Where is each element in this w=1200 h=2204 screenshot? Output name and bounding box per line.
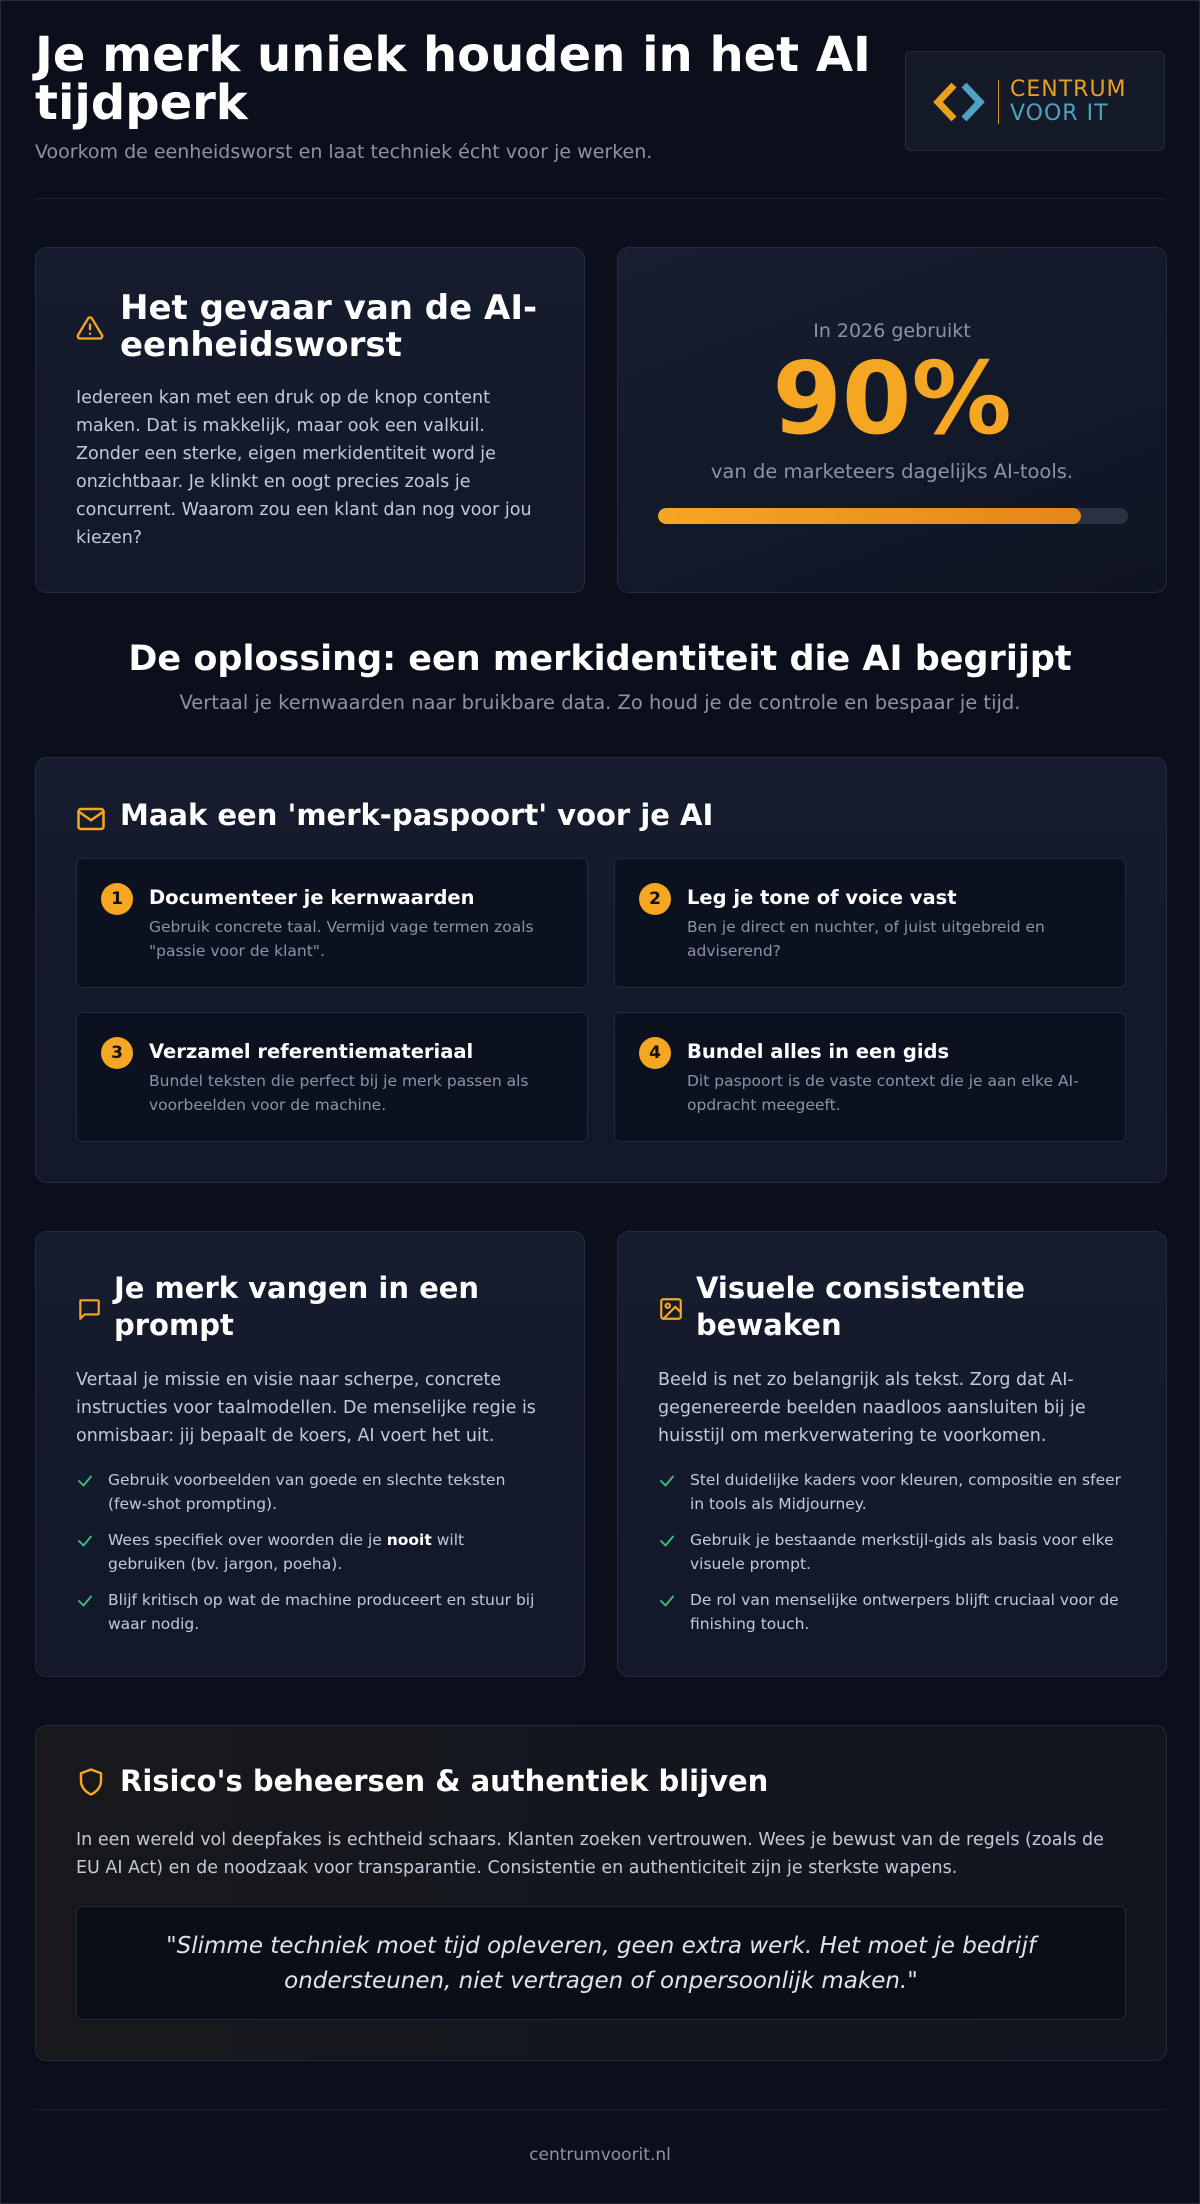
list-item (658, 1468, 1128, 1516)
visual-title: Visuele consistentie bewaken (696, 1271, 1026, 1342)
prompt-title: Je merk vangen in een prompt (114, 1271, 480, 1342)
warning-triangle-icon (76, 314, 104, 342)
list-item (76, 1528, 546, 1576)
stat-card (617, 247, 1167, 593)
step-text: Gebruik concrete taal. Vermijd vage termen zoals "passie voor de klant". (149, 918, 534, 960)
prompt-checklist (76, 1468, 546, 1648)
check-icon (76, 1592, 94, 1610)
chevron-right-icon (960, 81, 986, 123)
shield-icon (76, 1766, 106, 1798)
prompt-card (35, 1231, 585, 1677)
list-item (658, 1588, 1128, 1636)
prompt-text: Vertaal je missie en visie naar scherpe, concrete instructies voor taalmodellen. De menselijke regie is onmisbaar: jij bepaalt de koers, AI voert het uit. (76, 1370, 536, 1446)
image-icon (658, 1296, 684, 1322)
check-icon (658, 1592, 676, 1610)
step-number: 2 (639, 883, 671, 915)
progress-bar-fill (658, 508, 1081, 524)
footer-link[interactable]: centrumvoorit.nl (529, 2145, 671, 2165)
logo-text-line2: VOOR IT (1010, 101, 1109, 126)
quote-box (76, 1906, 1126, 2020)
logo-text-line1: CENTRUM (1010, 77, 1127, 102)
check-icon (658, 1472, 676, 1490)
footer-divider (35, 2109, 1165, 2110)
solution-title: De oplossing: een merkidentiteit die AI begrijpt (128, 639, 1072, 679)
risk-text: In een wereld vol deepfakes is echtheid schaars. Klanten zoeken vertrouwen. Wees je bewust van de regels (zoals de EU AI Act) en de noodzaak voor transparantie. Consistentie en authenticiteit zijn je sterkste wapens. (76, 1830, 1104, 1878)
solution-subtitle: Vertaal je kernwaarden naar bruikbare data. Zo houd je de controle en bespaar je tijd. (179, 691, 1021, 714)
list-item-text-pre: Wees specifiek over woorden die je (108, 1531, 387, 1549)
list-item-text: Blijf kritisch op wat de machine produceert en stuur bij waar nodig. (108, 1591, 535, 1633)
chat-bubble-icon (76, 1296, 102, 1322)
step-card (76, 1012, 588, 1142)
page-title: Je merk uniek houden in het AI tijdperk (35, 27, 871, 131)
progress-bar (658, 508, 1128, 524)
page-subtitle: Voorkom de eenheidsworst en laat techniek écht voor je werken. (35, 141, 653, 163)
step-card (76, 858, 588, 988)
list-item-text-post: wilt gebruiken (bv. jargon, poeha). (108, 1531, 465, 1573)
list-item (658, 1528, 1128, 1576)
stat-caption: In 2026 gebruikt (813, 320, 971, 342)
passport-title: Maak een 'merk-paspoort' voor je AI (120, 798, 714, 832)
step-title: Documenteer je kernwaarden (149, 886, 475, 909)
stat-value: 90% (772, 340, 1012, 457)
logo (905, 51, 1165, 151)
check-icon (76, 1532, 94, 1550)
danger-title: Het gevaar van de AI-eenheidsworst (120, 288, 538, 365)
step-title: Leg je tone of voice vast (687, 886, 957, 909)
check-icon (658, 1532, 676, 1550)
visual-card (617, 1231, 1167, 1677)
step-number: 3 (101, 1037, 133, 1069)
step-text: Ben je direct en nuchter, of juist uitgebreid en adviserend? (687, 918, 1045, 960)
list-item-text: Gebruik je bestaande merkstijl-gids als basis voor elke visuele prompt. (690, 1531, 1114, 1573)
danger-card (35, 247, 585, 593)
stat-description: van de marketeers dagelijks AI-tools. (710, 460, 1074, 483)
envelope-icon (76, 804, 106, 834)
step-text: Dit paspoort is de vaste context die je aan elke AI-opdracht meegeeft. (687, 1072, 1079, 1114)
list-item (76, 1468, 546, 1516)
step-card (614, 858, 1126, 988)
step-card (614, 1012, 1126, 1142)
list-item-text: Gebruik voorbeelden van goede en slechte teksten (few-shot prompting). (108, 1471, 506, 1513)
list-item-text-bold: nooit (386, 1531, 432, 1549)
step-title: Verzamel referentiemateriaal (149, 1040, 474, 1063)
step-title: Bundel alles in een gids (687, 1040, 950, 1063)
visual-checklist (658, 1468, 1128, 1648)
risk-title: Risico's beheersen & authentiek blijven (120, 1764, 769, 1798)
check-icon (76, 1472, 94, 1490)
logo-divider (998, 80, 999, 124)
danger-text: Iedereen kan met een druk op de knop content maken. Dat is makkelijk, maar ook een valkuil. Zonder een sterke, eigen merkidentiteit word je onzichtbaar. Je klinkt en oogt precies zoals je concurrent. Waarom zou een klant dan nog voor jou kiezen? (76, 388, 532, 548)
chevron-left-icon (932, 81, 958, 123)
risk-card (35, 1725, 1167, 2061)
list-item-text: Stel duidelijke kaders voor kleuren, compositie en sfeer in tools als Midjourney. (690, 1471, 1122, 1513)
list-item-text: De rol van menselijke ontwerpers blijft cruciaal voor de finishing touch. (690, 1591, 1119, 1633)
visual-text: Beeld is net zo belangrijk als tekst. Zorg dat AI-gegenereerde beelden naadloos aansluiten bij je huisstijl om merkverwatering te voorkomen. (658, 1370, 1086, 1446)
step-number: 4 (639, 1037, 671, 1069)
step-text: Bundel teksten die perfect bij je merk passen als voorbeelden voor de machine. (149, 1072, 529, 1114)
header (35, 1, 1165, 199)
passport-card (35, 757, 1167, 1183)
list-item (76, 1588, 546, 1636)
step-number: 1 (101, 883, 133, 915)
quote-text: "Slimme techniek moet tijd opleveren, geen extra werk. Het moet je bedrijf ondersteunen, niet vertragen of onpersoonlijk maken." (166, 1933, 1036, 1994)
